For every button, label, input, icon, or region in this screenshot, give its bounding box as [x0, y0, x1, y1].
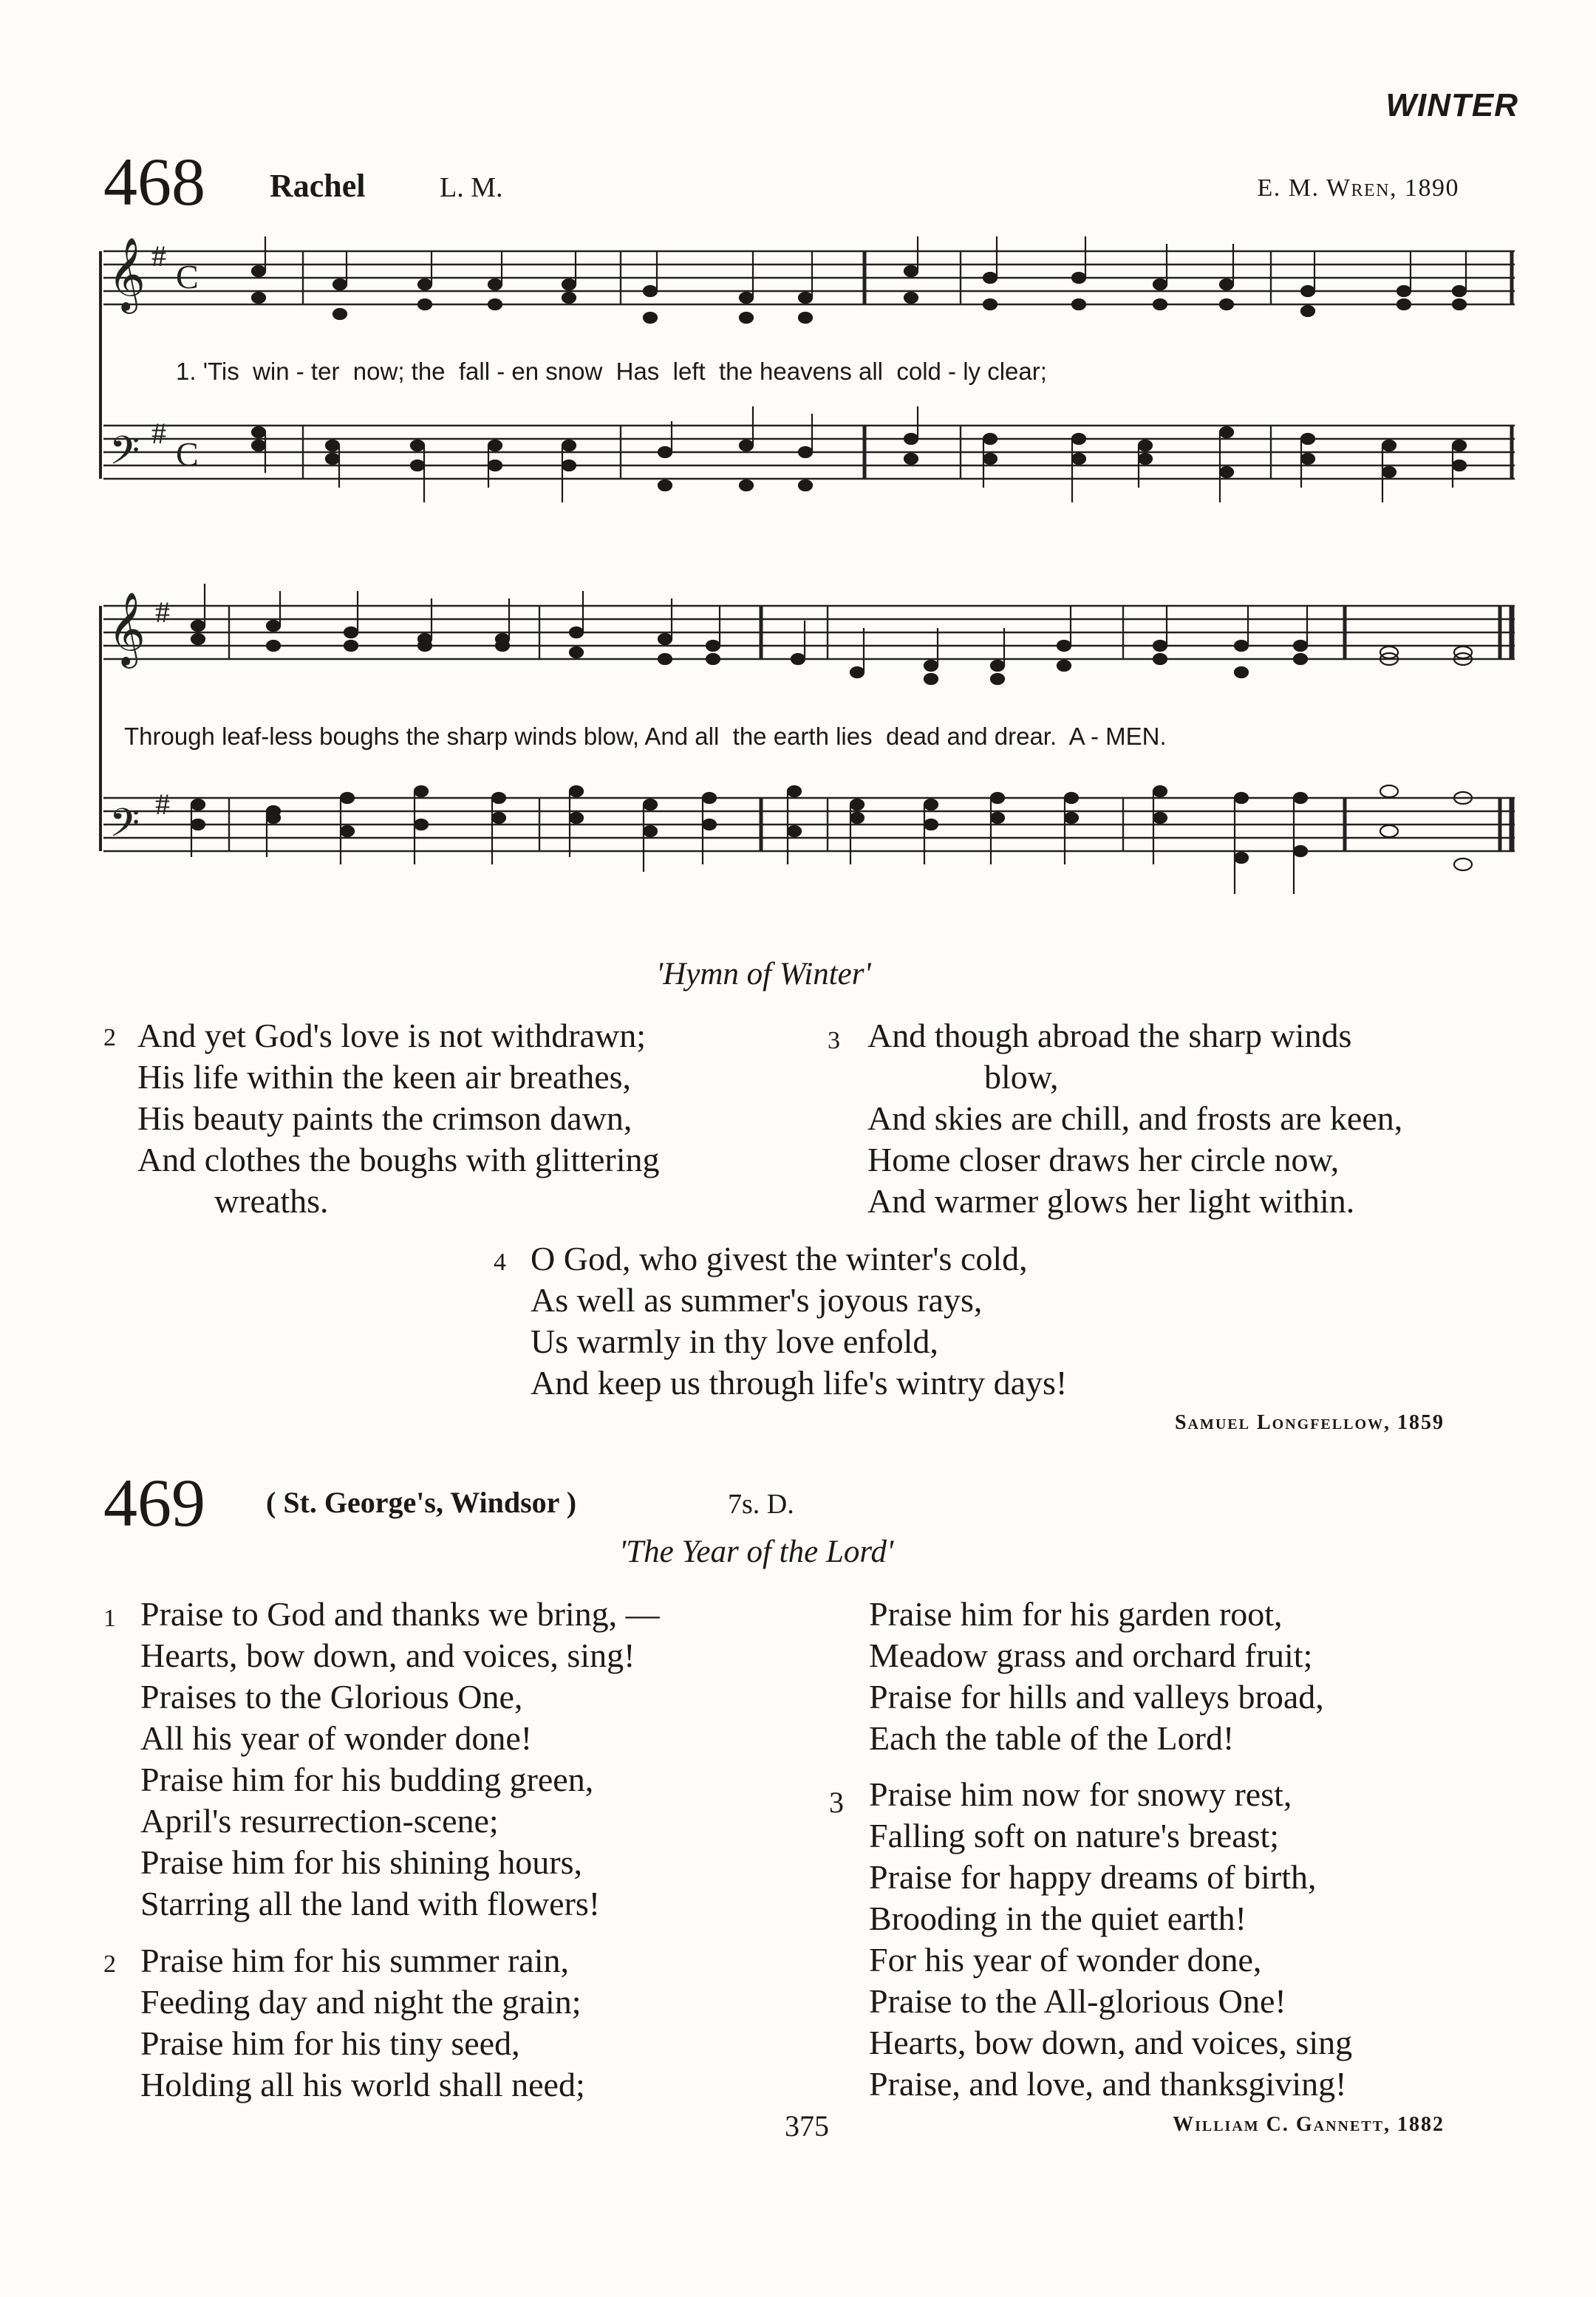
hymn-469-stanza-2-continued: [869, 1594, 1324, 1759]
svg-text:#: #: [151, 239, 166, 273]
hymn-469-stanza-3: [869, 1774, 1352, 2105]
hymn-468-composer: E. M. Wren, 1890: [1257, 174, 1459, 202]
verse-line: Praise him now for snowy rest,: [869, 1775, 1292, 1813]
verse-line: blow,: [984, 1058, 1059, 1096]
verse-line: As well as summer's joyous rays,: [531, 1281, 983, 1319]
hymn-469-stanza-1: [140, 1594, 660, 1925]
hymn-468-meter: L. M.: [440, 172, 503, 203]
verse-line: For his year of wonder done,: [869, 1941, 1262, 1979]
verse-line: Falling soft on nature's breast;: [869, 1817, 1280, 1854]
verse-line: And keep us through life's wintry days!: [531, 1364, 1068, 1402]
verse-line: All his year of wonder done!: [140, 1719, 533, 1757]
hymn-468-stanza-2-number: 2: [103, 1024, 116, 1051]
verse-line: And warmer glows her light within.: [867, 1182, 1355, 1220]
svg-text:𝄢: 𝄢: [109, 429, 140, 483]
verse-line: And though abroad the sharp winds: [867, 1017, 1352, 1054]
svg-text:𝄞: 𝄞: [108, 592, 146, 666]
hymn-469-number: 469: [103, 1465, 205, 1540]
hymn-469-stanza-2-number: 2: [103, 1950, 116, 1978]
svg-text:𝄢: 𝄢: [109, 801, 140, 856]
hymn-468-lyrics-line-1: 1. 'Tis win - ter now; the fall - en snow Has left the heavens all cold - ly clear;: [176, 358, 1047, 385]
svg-text:𝄞: 𝄞: [108, 237, 146, 311]
svg-text:#: #: [155, 595, 170, 629]
hymn-469-stanza-2: [140, 1940, 585, 2106]
page-number: 375: [785, 2109, 829, 2143]
verse-line: His beauty paints the crimson dawn,: [137, 1099, 632, 1137]
hymn-468-stanza-4-number: 4: [494, 1249, 506, 1276]
hymn-468-stanza-3-number: 3: [828, 1027, 840, 1054]
verse-line: Praise for hills and valleys broad,: [869, 1678, 1324, 1716]
hymn-468-subtitle: 'Hymn of Winter': [656, 957, 871, 992]
verse-line: Holding all his world shall need;: [140, 2066, 585, 2103]
hymn-469-author: William C. Gannett, 1882: [1173, 2113, 1445, 2136]
verse-line: His life within the keen air breathes,: [137, 1058, 632, 1096]
verse-line: And clothes the boughs with glittering: [137, 1141, 660, 1178]
hymn-468-number: 468: [103, 144, 205, 219]
hymn-468-lyrics-line-2: Through leaf-less boughs the sharp winds blow, And all the earth lies dead and drear. A - MEN.: [124, 723, 1167, 750]
hymn-469-stanza-1-number: 1: [103, 1605, 116, 1632]
verse-line: Praise to the All-glorious One!: [869, 1982, 1286, 2020]
hymn-469-meter: 7s. D.: [728, 1489, 794, 1520]
hymn-468-stanza-2: [137, 1015, 660, 1222]
svg-text:C: C: [176, 435, 199, 473]
verse-line: Brooding in the quiet earth!: [869, 1900, 1247, 1937]
verse-line: Praise, and love, and thanksgiving!: [869, 2065, 1347, 2103]
svg-text:C: C: [176, 258, 199, 296]
section-label: WINTER: [1385, 87, 1518, 123]
verse-line: Hearts, bow down, and voices, sing: [869, 2024, 1353, 2061]
verse-line: Home closer draws her circle now,: [867, 1141, 1340, 1178]
hymn-468-stanza-3: [867, 1015, 1402, 1222]
hymn-468-author: Samuel Longfellow, 1859: [1174, 1411, 1445, 1434]
verse-line: Praise for happy dreams of birth,: [869, 1858, 1317, 1896]
hymn-469-tune-name: ( St. George's, Windsor ): [266, 1486, 577, 1519]
verse-line: Praise him for his budding green,: [140, 1761, 594, 1798]
verse-line: Praise him for his summer rain,: [140, 1942, 570, 1979]
verse-line: April's resurrection-scene;: [140, 1802, 499, 1840]
verse-line: Starring all the land with flowers!: [140, 1885, 601, 1922]
verse-line: Praises to the Glorious One,: [140, 1678, 523, 1716]
verse-line: And skies are chill, and frosts are keen,: [867, 1099, 1403, 1137]
hymn-468-tune-name: Rachel: [270, 168, 366, 204]
verse-line: Praise him for his shining hours,: [140, 1843, 582, 1881]
verse-line: Us warmly in thy love enfold,: [531, 1322, 938, 1360]
verse-line: Praise him for his tiny seed,: [140, 2024, 520, 2062]
hymn-469-stanza-3-number: 3: [829, 1786, 844, 1819]
svg-text:#: #: [151, 417, 166, 450]
verse-line: Feeding day and night the grain;: [140, 1983, 582, 2021]
verse-line: wreaths.: [214, 1182, 329, 1220]
hymn-469-subtitle: 'The Year of the Lord': [619, 1535, 894, 1569]
verse-line: And yet God's love is not withdrawn;: [137, 1017, 647, 1054]
verse-line: Hearts, bow down, and voices, sing!: [140, 1636, 635, 1674]
verse-line: O God, who givest the winter's cold,: [531, 1240, 1028, 1277]
hymn-468-stanza-4: [531, 1238, 1067, 1404]
verse-line: Praise to God and thanks we bring, —: [140, 1595, 660, 1633]
verse-line: Each the table of the Lord!: [869, 1719, 1235, 1757]
svg-text:#: #: [155, 788, 170, 821]
verse-line: Meadow grass and orchard fruit;: [869, 1636, 1313, 1674]
verse-line: Praise him for his garden root,: [869, 1595, 1283, 1633]
